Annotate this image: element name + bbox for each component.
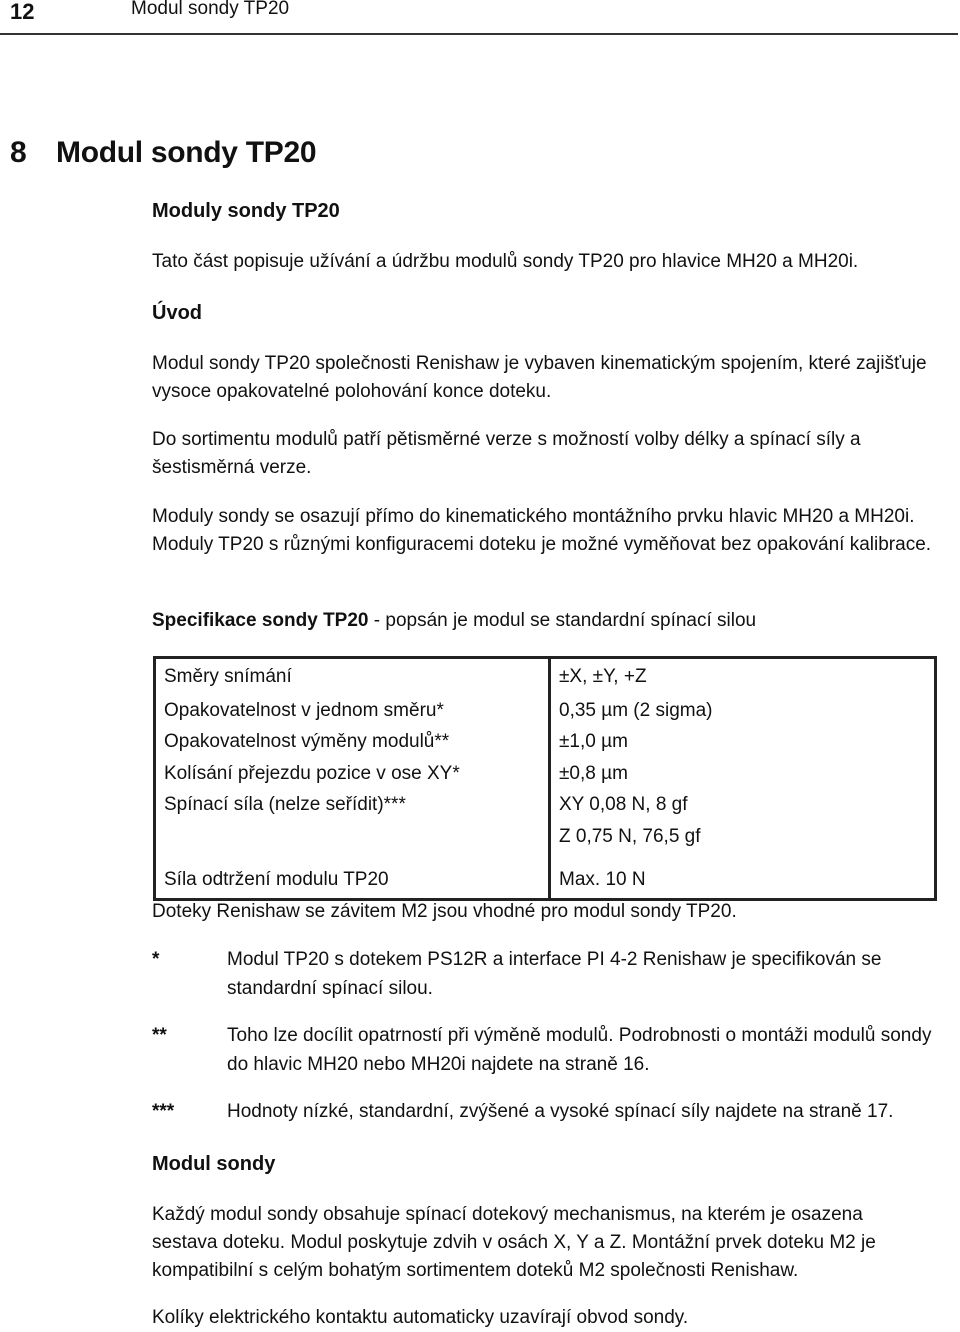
spec-value: XY 0,08 N, 8 gf	[559, 794, 688, 815]
footnote-2	[152, 1021, 947, 1081]
spec-value: ±0,8 µm	[559, 762, 628, 784]
table-row	[155, 695, 936, 727]
table-row	[155, 726, 936, 758]
spec-heading-rest: - popsán je modul se standardní spínací silou	[368, 610, 757, 631]
footnote-3	[152, 1097, 947, 1127]
section-heading-modul-sondy: Modul sondy	[152, 1153, 276, 1175]
spec-heading-bold: Specifikace sondy TP20	[152, 610, 369, 631]
footnote-text: Hodnoty nízké, standardní, zvýšené a vysoké spínací síly najdete na straně 17.	[227, 1101, 894, 1122]
spec-value-multiline	[550, 789, 936, 852]
section-heading-moduly: Moduly sondy TP20	[152, 200, 340, 222]
footnote-mark: **	[152, 1025, 167, 1046]
footnote-1	[152, 945, 947, 1005]
spec-table	[153, 656, 937, 901]
spec-value-line2: Z 0,75 N, 76,5 gf	[559, 825, 701, 847]
footnote-text: Modul TP20 s dotekem PS12R a interface PI 4-2 Renishaw je specifikován se standardní spínací silou.	[227, 949, 882, 999]
paragraph-4: Každý modul sondy obsahuje spínací dotekový mechanismus, na kterém je osazena sestava doteku. Modul poskytuje zdvih v osách X, Y a Z. Montážní prvek doteku M2 je kompatibilní s celým bohatým sortimentem doteků M2 společnosti Renishaw.	[152, 1204, 876, 1281]
paragraph-1: Modul sondy TP20 společnosti Renishaw je vybaven kinematickým spojením, které zajišťuje vysoce opakovatelné polohování konce doteku.	[152, 353, 927, 402]
spec-label: Spínací síla (nelze seřídit)***	[155, 789, 550, 852]
footnote-text: Toho lze docílit opatrností při výměně modulů. Podrobnosti o montáži modulů sondy do hlavic MH20 nebo MH20i najdete na straně 16.	[227, 1025, 932, 1075]
spec-heading	[152, 607, 756, 635]
paragraph-5: Kolíky elektrického kontaktu automaticky uzavírají obvod sondy.	[152, 1307, 689, 1328]
spec-label: Kolísání přejezdu pozice v ose XY*	[155, 758, 550, 790]
spec-value: ±1,0 µm	[559, 731, 628, 752]
running-title: Modul sondy TP20	[131, 0, 290, 19]
spec-value: 0,35 µm (2 sigma)	[559, 699, 713, 721]
section-intro: Tato část popisuje užívání a údržbu modulů sondy TP20 pro hlavice MH20 a MH20i.	[152, 251, 859, 272]
chapter-title-text: Modul sondy TP20	[56, 136, 317, 169]
table-row	[155, 658, 936, 695]
paragraph-2: Do sortimentu modulů patří pětisměrné verze s možností volby délky a spínací síly a šestisměrná verze.	[152, 429, 861, 478]
spec-value: Max. 10 N	[559, 869, 646, 890]
table-row	[155, 758, 936, 790]
page-number: 12	[10, 0, 35, 24]
spec-label: Směry snímání	[155, 658, 550, 695]
footnote-mark: ***	[152, 1101, 175, 1122]
chapter-number: 8	[10, 136, 27, 169]
table-row	[155, 789, 936, 852]
table-row	[155, 852, 936, 899]
header-rule	[0, 33, 958, 35]
page-header	[0, 0, 960, 36]
section-heading-uvod: Úvod	[152, 302, 202, 324]
chapter-title	[10, 136, 316, 170]
paragraph-3: Moduly sondy se osazují přímo do kinematického montážního prvku hlavic MH20 a MH20i. Moduly TP20 s různými konfiguracemi doteku je možné vyměňovat bez opakování kalibrace.	[152, 506, 932, 555]
footnote-mark: *	[152, 949, 160, 970]
spec-label: Opakovatelnost v jednom směru*	[155, 695, 550, 727]
spec-value: ±X, ±Y, +Z	[559, 666, 647, 687]
stylus-note: Doteky Renishaw se závitem M2 jsou vhodné pro modul sondy TP20.	[152, 901, 737, 922]
spec-label: Síla odtržení modulu TP20	[155, 852, 550, 899]
spec-label: Opakovatelnost výměny modulů**	[155, 726, 550, 758]
